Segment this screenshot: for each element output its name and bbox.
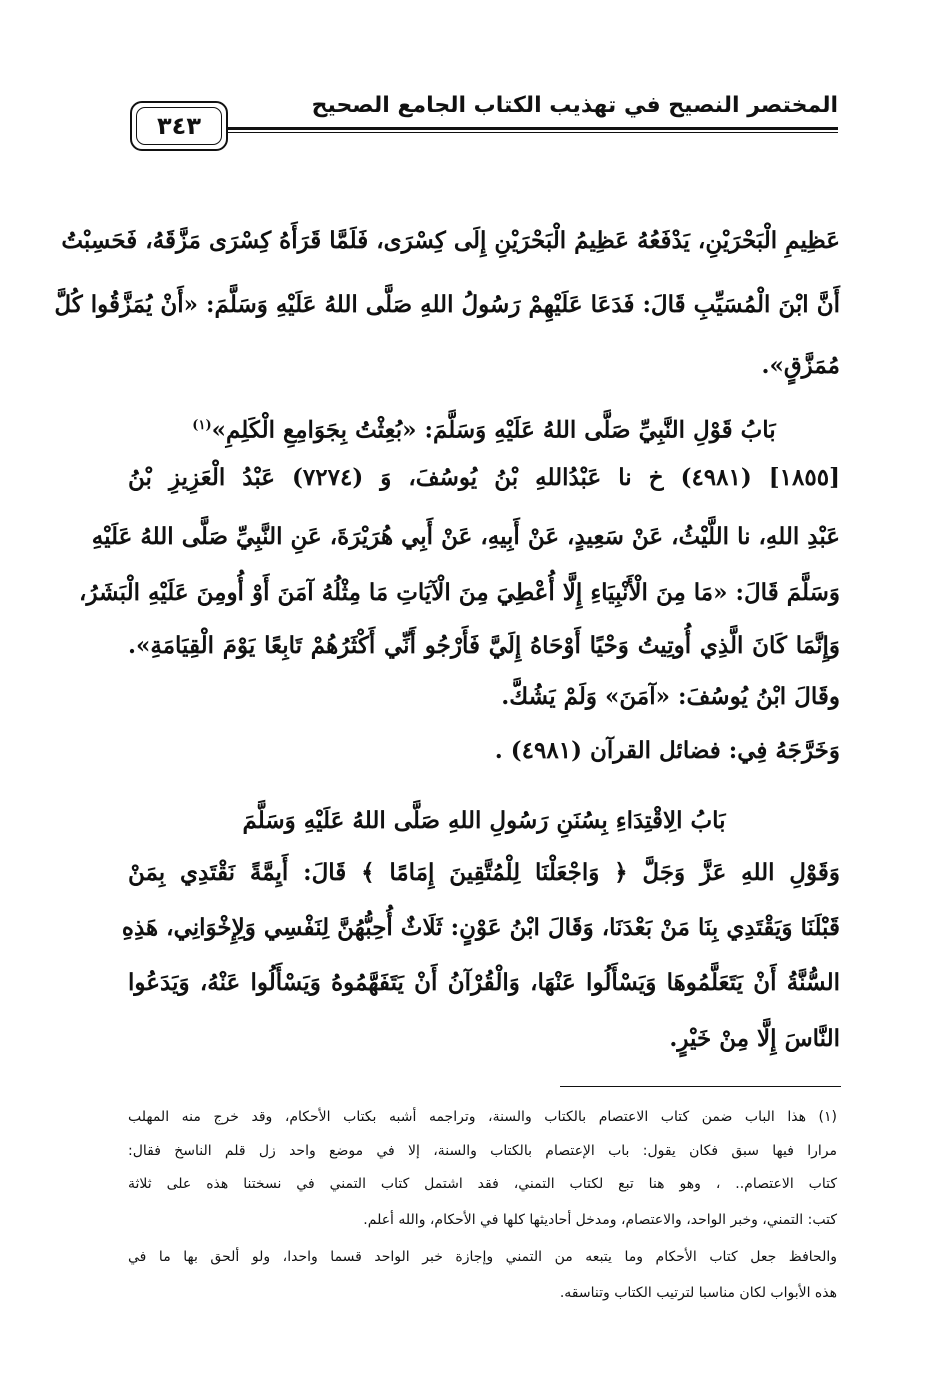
body-line: عَظِيمِ الْبَحْرَيْنِ، يَدْفَعُهُ عَظِيمُ الْبَحْرَيْنِ إِلَى كِسْرَى، فَلَمَّا قَرَأَهُ كِسْرَى مَزَّقَهُ، فَحَسِبْتُ (61, 227, 840, 254)
hadith-line: وَإِنَّمَا كَانَ الَّذِي أُوتِيتُ وَحْيًا أَوْحَاهُ إِلَيَّ فَأَرْجُو أَنِّي أَكْثَرُهُمْ تَابِعًا يَوْمَ الْقِيَامَةِ». (128, 632, 840, 659)
body-line: السُّنَّةُ أَنْ يَتَعَلَّمُوهَا وَيَسْأَلُوا عَنْهَا، وَالْقُرْآنُ أَنْ يَتَفَهَّمُوهُ وَيَسْأَلُوا عَنْهُ، وَيَدَعُوا (128, 969, 840, 996)
body-line: النَّاسَ إِلَّا مِنْ خَيْرٍ. (669, 1025, 840, 1052)
body-line: مُمَزَّقٍ». (761, 352, 840, 379)
body-line: أَنَّ ابْنَ الْمُسَيِّبِ قَالَ: فَدَعَا عَلَيْهِمْ رَسُولُ اللهِ صَلَّى اللهُ عَلَيْهِ وَسَلَّمَ: «أَنْ يُمَزَّقُوا كُلَّ (54, 291, 840, 318)
footnote-line: (١) هذا الباب ضمن كتاب الاعتصام بالكتاب والسنة، وتراجمه أشبه بكتاب الأحكام، وقد خرج منه المهلب (128, 1109, 837, 1125)
chapter-heading-text: بَابُ قَوْلِ النَّبِيِّ صَلَّى اللهُ عَلَيْهِ وَسَلَّمَ: «بُعِثْتُ بِجَوَامِعِ الْكَلِمِ» (211, 416, 776, 444)
running-header-title: المختصر النصيح في تهذيب الكتاب الجامع الصحيح (311, 93, 838, 118)
footnote-line: كتاب الاعتصام.. ، وهو هنا تبع لكتاب التمني، فقد اشتمل كتاب التمني في نسختنا هذه على ثلاثة (128, 1176, 837, 1192)
page-number: ٣٤٣ (157, 112, 201, 140)
footnote-line: هذه الأبواب لكان مناسبا لترتيب الكتاب وتناسقه. (559, 1285, 837, 1301)
footnote-line: والحافظ جعل كتاب الأحكام وما يتبعه من التمني وإجازة خبر الواحد قسما واحدا، ولو ألحق بها ما في (128, 1249, 837, 1265)
chapter-heading (128, 410, 840, 447)
takhrij-line: وَخَرَّجَهُ فِي: فضائل القرآن (٤٩٨١) . (494, 737, 840, 764)
body-line: قَبْلَنَا وَيَقْتَدِي بِنَا مَنْ بَعْدَنَا، وَقَالَ ابْنُ عَوْنٍ: ثَلَاثٌ أُحِبُّهُنَّ لِنَفْسِي وَلِإِخْوَانِي، هَذِهِ (121, 914, 840, 941)
hadith-line: وَسَلَّمَ قَالَ: «مَا مِنَ الْأَنْبِيَاءِ إِلَّا أُعْطِيَ مِنَ الْآيَاتِ مَا مِثْلُهُ آمَنَ أَوْ أُومِنَ عَلَيْهِ الْبَشَرُ، (79, 579, 840, 606)
header-rule (228, 127, 838, 133)
footnote-reference: (١) (192, 418, 212, 433)
hadith-line: [١٨٥٥] (٤٩٨١) خ نا عَبْدُاللهِ بْنُ يُوسُفَ، وَ (٧٢٧٤) عَبْدُ الْعَزِيزِ بْنُ (128, 464, 840, 491)
body-line: وَقَوْلِ اللهِ عَزَّ وَجَلَّ ﴿ وَاجْعَلْنَا لِلْمُتَّقِينَ إِمَامًا ﴾ قَالَ: أَيِمَّةً نَقْتَدِي بِمَنْ (128, 859, 840, 886)
footnote-line: كتب: التمني، وخبر الواحد، والاعتصام، ومدخل أحاديثها كلها في الأحكام، والله أعلم. (363, 1212, 837, 1228)
footnote-line: مرارا فيها سبق فكان يقول: باب الإعتصام بالكتاب والسنة، إلا في موضع واحد زل قلم الناسخ فقال: (128, 1143, 837, 1159)
hadith-line: عَبْدِ اللهِ، نا اللَّيْثُ، عَنْ سَعِيدٍ، عَنْ أَبِيهِ، عَنْ أَبِي هُرَيْرَةَ، عَنِ النَّبِيِّ صَلَّى اللهُ عَلَيْهِ (91, 523, 840, 550)
page-number-frame (130, 101, 228, 151)
chapter-heading: بَابُ الِاقْتِدَاءِ بِسُنَنِ رَسُولِ اللهِ صَلَّى اللهُ عَلَيْهِ وَسَلَّمَ (242, 807, 726, 834)
hadith-line: وقَالَ ابْنُ يُوسُفَ: «آمَنَ» وَلَمْ يَشُكَّ. (501, 683, 840, 710)
footnote-separator (560, 1086, 841, 1087)
